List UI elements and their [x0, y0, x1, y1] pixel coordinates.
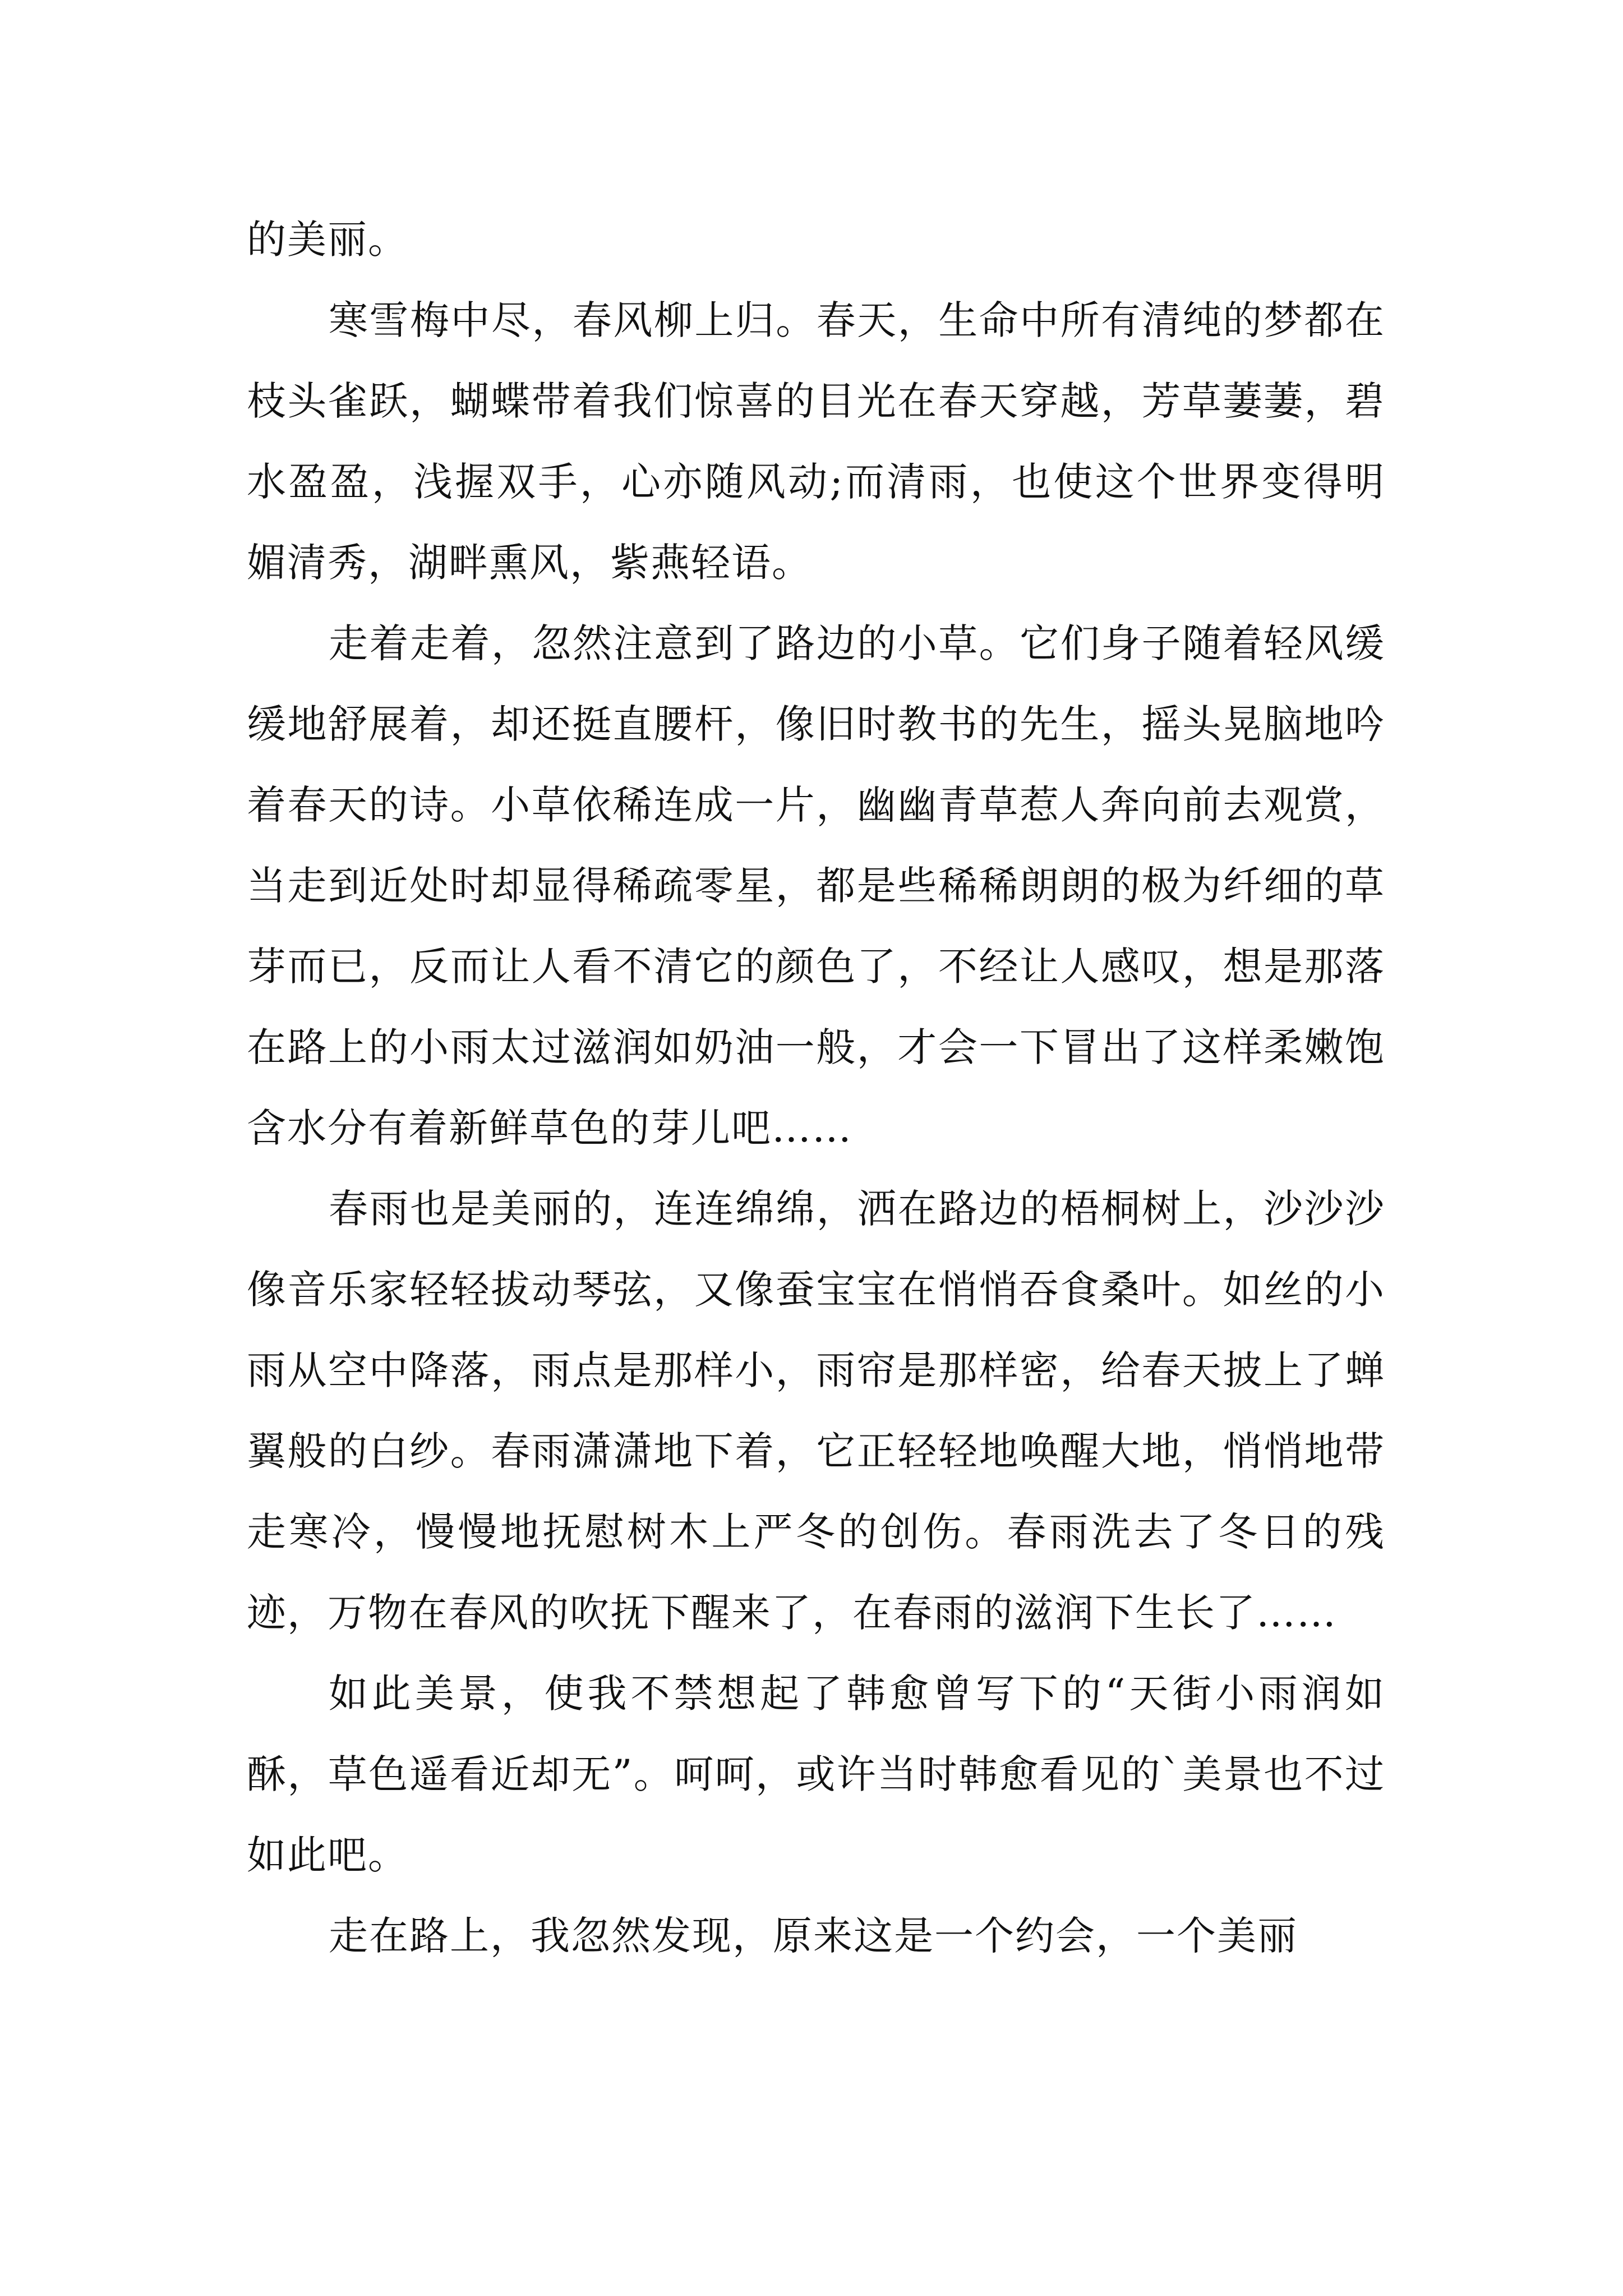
paragraph-6: 走在路上，我忽然发现，原来这是一个约会，一个美丽	[329, 1913, 1298, 1959]
paragraph-2: 寒雪梅中尽，春风柳上归。春天，生命中所有清纯的梦都在枝头雀跃，蝴蝶带着我们惊喜的目光在春天穿越，芳草萋萋，碧水盈盈，浅握双手，心亦随风动;而清雨，也使这个世界变得明媚清秀，湖畔熏风，紫燕轻语。	[247, 297, 1385, 586]
paragraph-1: 的美丽。	[247, 217, 408, 263]
paragraph-4: 春雨也是美丽的，连连绵绵，洒在路边的梧桐树上，沙沙沙像音乐家轻轻拔动琴弦，又像蚕宝宝在悄悄吞食桑叶。如丝的小雨从空中降落，雨点是那样小，雨帘是那样密，给春天披上了蝉翼般的白纱。春雨潇潇地下着，它正轻轻地唤醒大地，悄悄地带走寒冷，慢慢地抚慰树木上严冬的创伤。春雨洗去了冬日的残迹，万物在春风的吹抚下醒来了，在春雨的滋润下生长了……	[247, 1186, 1385, 1636]
paragraph-5: 如此美景，使我不禁想起了韩愈曾写下的“天街小雨润如酥，草色遥看近却无”。呵呵，或许当时韩愈看见的`美景也不过如此吧。	[247, 1671, 1385, 1878]
paragraph-3: 走着走着，忽然注意到了路边的小草。它们身子随着轻风缓缓地舒展着，却还挺直腰杆，像旧时教书的先生，摇头晃脑地吟着春天的诗。小草依稀连成一片，幽幽青草惹人奔向前去观赏，当走到近处时却显得稀疏零星，都是些稀稀朗朗的极为纤细的草芽而已，反而让人看不清它的颜色了，不经让人感叹，想是那落在路上的小雨太过滋润如奶油一般，才会一下冒出了这样柔嫩饱含水分有着新鲜草色的芽儿吧……	[247, 620, 1385, 1151]
document-body	[247, 199, 1385, 1976]
